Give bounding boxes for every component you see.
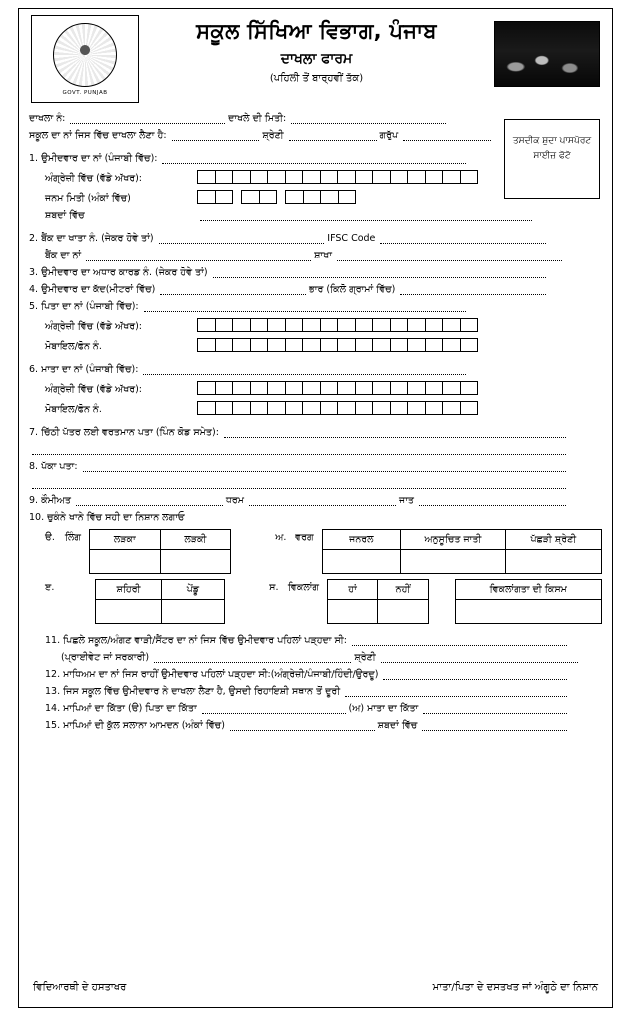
char-box[interactable]	[337, 318, 356, 332]
q5-mobile-label: ਮੋਬਾਇਲ/ਫੋਨ ਨੰ.	[45, 341, 102, 352]
q6-input[interactable]	[143, 364, 466, 375]
char-box[interactable]	[285, 338, 304, 352]
q10a-title: ਲਿੰਗ	[64, 532, 82, 543]
q10-gender-category-row	[29, 529, 602, 574]
category-option-sc: ਅਨੁਸੂਚਿਤ ਜਾਤੀ	[401, 530, 505, 550]
char-box[interactable]	[320, 170, 339, 184]
admission-date-label: ਦਾਖਲੇ ਦੀ ਮਿਤੀ:	[228, 113, 287, 124]
q5-label: 5. ਪਿਤਾ ਦਾ ਨਾਂ (ਪੰਜਾਬੀ ਵਿੱਚ):	[29, 301, 139, 312]
q14b-input[interactable]	[423, 703, 567, 714]
char-box[interactable]	[442, 170, 461, 184]
page-title-note: (ਪਹਿਲੀ ਤੋਂ ਬਾਰ੍ਹਵੀਂ ਤੱਕ)	[269, 73, 364, 84]
row-q10	[29, 512, 429, 523]
q6-english-boxes[interactable]	[197, 381, 477, 395]
char-box[interactable]	[425, 381, 444, 395]
q13-input[interactable]	[345, 686, 567, 697]
row-q15	[29, 720, 570, 731]
q6-mobile-boxes[interactable]	[197, 401, 477, 415]
row-q1-english	[29, 170, 535, 184]
emblem-label: GOVT. PUNJAB	[62, 89, 108, 96]
char-box[interactable]	[232, 381, 251, 395]
q9-religion-label: ਧਰਮ	[225, 495, 245, 506]
category-option-bc: ਪੱਛੜੀ ਸ਼੍ਰੇਣੀ	[505, 530, 601, 550]
char-box[interactable]	[250, 401, 269, 415]
q2-label: 2. ਬੈਂਕ ਦਾ ਖਾਤਾ ਨੰ. (ਜੇਕਰ ਹੋਵੇ ਤਾਂ)	[29, 233, 154, 244]
q1-english-label: ਅੰਗ੍ਰੇਜ਼ੀ ਵਿੱਚ (ਵੱਡੇ ਅੱਖਰ):	[45, 173, 143, 184]
q9-caste-label: ਜਾਤ	[399, 495, 415, 506]
char-box[interactable]	[442, 381, 461, 395]
q5-input[interactable]	[144, 301, 466, 312]
q1-label: 1. ਉਮੀਦਵਾਰ ਦਾ ਨਾਂ (ਪੰਜਾਬੀ ਵਿੱਚ):	[29, 153, 158, 164]
char-box[interactable]	[442, 318, 461, 332]
char-box[interactable]	[232, 401, 251, 415]
q11c-label: ਸ਼੍ਰੇਣੀ	[354, 652, 376, 663]
q3-aadhaar-input[interactable]	[213, 267, 546, 278]
char-box[interactable]	[267, 170, 286, 184]
char-box[interactable]	[390, 401, 409, 415]
row-q9	[29, 495, 569, 506]
char-box[interactable]	[215, 170, 234, 184]
char-box[interactable]	[232, 170, 251, 184]
q2-account-input[interactable]	[159, 233, 325, 244]
q1-english-boxes[interactable]	[197, 170, 477, 184]
q9-nationality-input[interactable]	[76, 495, 223, 506]
row-q2	[29, 233, 549, 244]
disability-checkbox-no[interactable]	[378, 600, 429, 624]
char-box[interactable]	[372, 170, 391, 184]
student-signature-label: ਵਿਦਿਆਰਥੀ ਦੇ ਹਸਤਾਖਰ	[33, 982, 127, 993]
row-q1	[29, 153, 469, 164]
category-checkbox-general[interactable]	[322, 550, 401, 574]
char-box[interactable]	[250, 338, 269, 352]
char-box[interactable]	[215, 401, 234, 415]
char-box[interactable]	[241, 190, 260, 204]
char-box[interactable]	[390, 338, 409, 352]
char-box[interactable]	[407, 318, 426, 332]
char-box[interactable]	[320, 338, 339, 352]
char-box[interactable]	[320, 318, 339, 332]
q5-mobile-boxes[interactable]	[197, 338, 477, 352]
row-q1-words	[29, 210, 535, 221]
char-box[interactable]	[425, 170, 444, 184]
q11-label: 11. ਪਿਛਲੇ ਸਕੂਲ/ਅੰਗਣ ਵਾੜੀ/ਸੈਂਟਰ ਦਾ ਨਾਂ ਜਿਸ ਵਿੱਚ ਉਮੀਦਵਾਰ ਪਹਿਲਾਂ ਪੜ੍ਹਦਾ ਸੀ:	[45, 635, 347, 646]
char-box[interactable]	[338, 190, 357, 204]
q10-label: 10. ਚੁਕੰਨੇ ਖਾਨੇ ਵਿੱਚ ਸਹੀ ਦਾ ਨਿਸ਼ਾਨ ਲਗਾਓ	[29, 512, 185, 523]
q11-input[interactable]	[352, 635, 567, 646]
row-q4	[29, 284, 549, 295]
char-box[interactable]	[355, 318, 374, 332]
char-box[interactable]	[460, 338, 479, 352]
school-photo-image	[494, 21, 600, 87]
row-q2-bank	[29, 250, 565, 261]
row-q3	[29, 267, 549, 278]
q15b-label: ਸ਼ਬਦਾਂ ਵਿੱਚ	[377, 720, 418, 731]
row-q14	[29, 703, 570, 714]
q6-label: 6. ਮਾਤਾ ਦਾ ਨਾਂ (ਪੰਜਾਬੀ ਵਿੱਚ):	[29, 364, 139, 375]
char-box[interactable]	[355, 338, 374, 352]
q10d-title: ਵਿਕਲਾਂਗ	[287, 582, 320, 593]
q15-input[interactable]	[230, 720, 375, 731]
char-box[interactable]	[442, 338, 461, 352]
disability-option-yes: ਹਾਂ	[328, 580, 378, 600]
row-q7-cont	[29, 444, 569, 455]
q5-english-label: ਅੰਗ੍ਰੇਜ਼ੀ ਵਿੱਚ (ਵੱਡੇ ਅੱਖਰ):	[45, 321, 143, 332]
char-box[interactable]	[215, 318, 234, 332]
form-header	[29, 15, 602, 111]
char-box[interactable]	[337, 170, 356, 184]
admission-form-page	[18, 8, 613, 1008]
gender-option-girl: ਲੜਕੀ	[160, 530, 231, 550]
class-label: ਸ਼੍ਰੇਣੀ	[262, 130, 284, 141]
q6-mobile-label: ਮੋਬਾਇਲ/ਫੋਨ ਨੰ.	[45, 404, 102, 415]
form-body	[29, 113, 602, 731]
row-q5-mobile	[29, 338, 535, 352]
area-option-rural: ਪੇਂਡੂ	[161, 580, 224, 600]
char-box[interactable]	[460, 401, 479, 415]
q10d-letter: ਸ.	[269, 582, 279, 593]
admission-date-input[interactable]	[291, 113, 446, 124]
q12-input[interactable]	[383, 669, 567, 680]
q12-label: 12. ਮਾਧਿਅਮ ਦਾ ਨਾਂ ਜਿਸ ਰਾਹੀਂ ਉਮੀਦਵਾਰ ਪਹਿਲਾਂ ਪੜ੍ਹਦਾ ਸੀ:(ਅੰਗ੍ਰੇਜ਼ੀ/ਪੰਜਾਬੀ/ਹਿੰਦੀ/ਉਰਦੂ)	[45, 669, 379, 680]
char-box[interactable]	[442, 401, 461, 415]
disability-type-input[interactable]	[455, 600, 602, 624]
disability-table[interactable]	[327, 579, 602, 624]
char-box[interactable]	[267, 381, 286, 395]
q7-input[interactable]	[224, 427, 566, 438]
char-box[interactable]	[460, 170, 479, 184]
row-q6	[29, 364, 469, 375]
gender-option-boy: ਲੜਕਾ	[90, 530, 161, 550]
gender-checkbox-girl[interactable]	[160, 550, 231, 574]
q2-bank-label: ਬੈਂਕ ਦਾ ਨਾਂ	[45, 250, 82, 261]
char-box[interactable]	[250, 318, 269, 332]
char-box[interactable]	[337, 381, 356, 395]
q3-label: 3. ਉਮੀਦਵਾਰ ਦਾ ਅਧਾਰ ਕਾਰਡ ਨੰ. (ਜੇਕਰ ਹੋਵੇ ਤਾਂ)	[29, 267, 208, 278]
school-name-input[interactable]	[172, 130, 260, 141]
passport-photo-box: ਤਸਦੀਕ ਸ਼ੁਦਾ ਪਾਸਪੋਰਟ ਸਾਈਜ਼ ਫੋਟੋ	[504, 119, 600, 199]
area-option-urban: ਸ਼ਹਿਰੀ	[96, 580, 161, 600]
q1-words-label: ਸ਼ਬਦਾਂ ਵਿੱਚ	[45, 210, 85, 221]
row-q13	[29, 686, 570, 697]
q9-label: 9. ਕੌਮੀਅਤ	[29, 495, 71, 506]
char-box[interactable]	[390, 318, 409, 332]
row-q12	[29, 669, 570, 680]
row-q11	[29, 635, 570, 646]
row-admission	[29, 113, 449, 124]
char-box[interactable]	[390, 381, 409, 395]
dob-year-boxes[interactable]	[285, 190, 355, 204]
q7-label: 7. ਚਿੱਠੀ ਪੱਤਰ ਲਈ ਵਰਤਮਾਨ ਪਤਾ (ਪਿੰਨ ਕੋਡ ਸਮੇਤ):	[29, 427, 219, 438]
gender-checkbox-boy[interactable]	[90, 550, 161, 574]
char-box[interactable]	[407, 401, 426, 415]
q10c-spacer	[64, 579, 88, 582]
school-name-label: ਸਕੂਲ ਦਾ ਨਾਂ ਜਿਸ ਵਿੱਚ ਦਾਖਲਾ ਲੈਣਾ ਹੈ:	[29, 130, 167, 141]
char-box[interactable]	[285, 381, 304, 395]
area-table[interactable]	[95, 579, 225, 624]
class-input[interactable]	[289, 130, 377, 141]
q15b-input[interactable]	[422, 720, 567, 731]
char-box[interactable]	[267, 401, 286, 415]
char-box[interactable]	[407, 381, 426, 395]
q10c-letter: ੲ.	[45, 582, 55, 593]
category-checkbox-bc[interactable]	[505, 550, 601, 574]
char-box[interactable]	[320, 381, 339, 395]
title-block	[139, 15, 494, 84]
char-box[interactable]	[215, 381, 234, 395]
char-box[interactable]	[460, 381, 479, 395]
char-box[interactable]	[320, 401, 339, 415]
q8-input-line2[interactable]	[32, 478, 566, 489]
disability-checkbox-yes[interactable]	[328, 600, 378, 624]
q14a-label: 14. ਮਾਪਿਆਂ ਦਾ ਕਿੱਤਾ (ੳ) ਪਿਤਾ ਦਾ ਕਿੱਤਾ	[45, 703, 197, 714]
govt-emblem-box	[31, 15, 139, 103]
char-box[interactable]	[267, 338, 286, 352]
char-box[interactable]	[355, 401, 374, 415]
char-box[interactable]	[285, 170, 304, 184]
q6-english-label: ਅੰਗ੍ਰੇਜ਼ੀ ਵਿੱਚ (ਵੱਡੇ ਅੱਖਰ):	[45, 384, 143, 395]
q7-input-line2[interactable]	[32, 444, 566, 455]
char-box[interactable]	[407, 170, 426, 184]
q14b-label: (ਅ) ਮਾਤਾ ਦਾ ਕਿੱਤਾ	[348, 703, 419, 714]
form-footer	[33, 982, 598, 993]
char-box[interactable]	[215, 338, 234, 352]
char-box[interactable]	[390, 170, 409, 184]
char-box[interactable]	[197, 190, 216, 204]
q8-label: 8. ਪੱਕਾ ਪਤਾ:	[29, 461, 78, 472]
char-box[interactable]	[285, 190, 304, 204]
char-box[interactable]	[425, 318, 444, 332]
page-subtitle: ਦਾਖਲਾ ਫਾਰਮ	[280, 51, 353, 67]
char-box[interactable]	[320, 190, 339, 204]
q15-label: 15. ਮਾਪਿਆਂ ਦੀ ਕੁੱਲ ਸਲਾਨਾ ਆਮਦਨ (ਅੰਕਾਂ ਵਿੱਚ)	[45, 720, 225, 731]
char-box[interactable]	[355, 381, 374, 395]
category-table[interactable]	[322, 529, 602, 574]
char-box[interactable]	[337, 338, 356, 352]
q2-bank-input[interactable]	[86, 250, 311, 261]
char-box[interactable]	[302, 170, 321, 184]
char-box[interactable]	[197, 401, 216, 415]
row-q1-dob	[29, 190, 535, 204]
char-box[interactable]	[285, 318, 304, 332]
q2-ifsc-input[interactable]	[380, 233, 546, 244]
q11b-label: (ਪ੍ਰਾਈਵੇਟ ਜਾਂ ਸਰਕਾਰੀ)	[61, 652, 150, 663]
row-q11b	[29, 652, 581, 663]
char-box[interactable]	[267, 318, 286, 332]
char-box[interactable]	[425, 401, 444, 415]
q1-words-input[interactable]	[200, 210, 532, 221]
char-box[interactable]	[215, 190, 234, 204]
q13-label: 13. ਜਿਸ ਸਕੂਲ ਵਿੱਚ ਉਮੀਦਵਾਰ ਨੇ ਦਾਖਲਾ ਲੈਣਾ ਹੈ, ਉਸਦੀ ਰਿਹਾਇਸ਼ੀ ਸਥਾਨ ਤੋਂ ਦੂਰੀ	[45, 686, 341, 697]
q2-branch-label: ਸ਼ਾਖਾ	[314, 250, 332, 261]
char-box[interactable]	[460, 318, 479, 332]
row-q6-english	[29, 381, 535, 395]
disability-option-no: ਨਹੀਂ	[378, 580, 429, 600]
category-checkbox-sc[interactable]	[401, 550, 505, 574]
char-box[interactable]	[372, 381, 391, 395]
q10b-title: ਵਰਗ	[295, 532, 314, 543]
char-box[interactable]	[355, 170, 374, 184]
dob-day-boxes[interactable]	[197, 190, 232, 204]
admission-no-label: ਦਾਖਲਾ ਨੰ:	[29, 113, 66, 124]
gender-table[interactable]	[89, 529, 231, 574]
char-box[interactable]	[197, 170, 216, 184]
char-box[interactable]	[197, 381, 216, 395]
area-checkbox-urban[interactable]	[96, 600, 161, 624]
q11c-input[interactable]	[381, 652, 578, 663]
q4-label: 4. ਉਮੀਦਵਾਰ ਦਾ ਕੱਦ(ਮੀਟਰਾਂ ਵਿੱਚ)	[29, 284, 156, 295]
dob-month-boxes[interactable]	[241, 190, 276, 204]
q8-input[interactable]	[83, 461, 566, 472]
char-box[interactable]	[232, 318, 251, 332]
q4-weight-label: ਭਾਰ (ਕਿਲੋ ਗ੍ਰਾਮਾਂ ਵਿੱਚ)	[308, 284, 396, 295]
char-box[interactable]	[372, 338, 391, 352]
parent-signature-label: ਮਾਤਾ/ਪਿਤਾ ਦੇ ਦਸਤਖਤ ਜਾਂ ਅੰਗੂਠੇ ਦਾ ਨਿਸ਼ਾਨ	[432, 982, 598, 993]
q1-dob-label: ਜਨਮ ਮਿਤੀ (ਅੰਕਾਂ ਵਿੱਚ)	[45, 193, 131, 204]
char-box[interactable]	[232, 338, 251, 352]
char-box[interactable]	[302, 401, 321, 415]
q1-input[interactable]	[162, 153, 466, 164]
q14a-input[interactable]	[202, 703, 346, 714]
char-box[interactable]	[285, 401, 304, 415]
q5-english-boxes[interactable]	[197, 318, 477, 332]
q10a-letter: ੳ.	[45, 532, 55, 543]
page-title: ਸਕੂਲ ਸਿੱਖਿਆ ਵਿਭਾਗ, ਪੰਜਾਬ	[196, 19, 437, 43]
char-box[interactable]	[197, 338, 216, 352]
q4-height-input[interactable]	[160, 284, 306, 295]
char-box[interactable]	[302, 338, 321, 352]
q9-religion-input[interactable]	[249, 495, 396, 506]
char-box[interactable]	[302, 318, 321, 332]
row-q6-mobile	[29, 401, 535, 415]
row-q5	[29, 301, 469, 312]
row-q8-cont	[29, 478, 569, 489]
q9-caste-input[interactable]	[419, 495, 566, 506]
char-box[interactable]	[372, 318, 391, 332]
disability-type-label: ਵਿਕਲਾਂਗਤਾ ਦੀ ਕਿਸਮ	[455, 580, 602, 600]
q4-weight-input[interactable]	[400, 284, 546, 295]
national-emblem-icon	[53, 23, 117, 87]
group-label: ਗਰੁੱਪ	[379, 130, 399, 141]
category-option-general: ਜਨਰਲ	[322, 530, 401, 550]
q10b-letter: ਅ.	[275, 532, 287, 543]
char-box[interactable]	[302, 381, 321, 395]
row-school	[29, 130, 494, 141]
row-q5-english	[29, 318, 535, 332]
q2-branch-input[interactable]	[337, 250, 562, 261]
q10-area-disability-row	[29, 579, 602, 624]
char-box[interactable]	[303, 190, 322, 204]
area-checkbox-rural[interactable]	[161, 600, 224, 624]
admission-no-input[interactable]	[70, 113, 225, 124]
char-box[interactable]	[259, 190, 278, 204]
row-q8	[29, 461, 569, 472]
q2-ifsc-label: IFSC Code	[327, 233, 376, 244]
char-box[interactable]	[407, 338, 426, 352]
group-input[interactable]	[403, 130, 491, 141]
row-q7	[29, 427, 569, 438]
char-box[interactable]	[425, 338, 444, 352]
char-box[interactable]	[250, 170, 269, 184]
char-box[interactable]	[250, 381, 269, 395]
char-box[interactable]	[337, 401, 356, 415]
char-box[interactable]	[372, 401, 391, 415]
char-box[interactable]	[197, 318, 216, 332]
q11b-input[interactable]	[154, 652, 351, 663]
